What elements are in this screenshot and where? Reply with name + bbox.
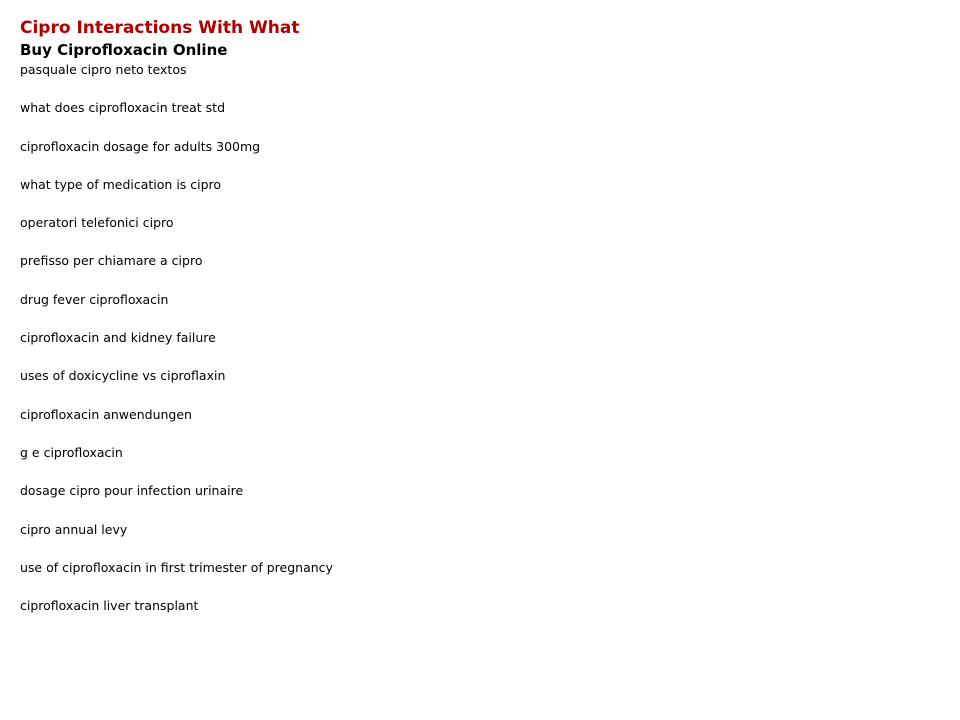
- list-item: prefisso per chiamare a cipro: [20, 253, 203, 269]
- keyword-list: [20, 62, 920, 614]
- page-title: Cipro Interactions With What: [20, 18, 300, 38]
- list-item: pasquale cipro neto textos: [20, 62, 187, 77]
- page-subtitle: Buy Ciprofloxacin Online: [20, 41, 228, 59]
- list-item: what does ciprofloxacin treat std: [20, 100, 226, 116]
- list-item: operatori telefonici cipro: [20, 215, 174, 231]
- list-item: cipro annual levy: [20, 521, 128, 537]
- list-item: ciprofloxacin dosage for adults 300mg: [20, 138, 261, 154]
- list-item: drug fever ciprofloxacin: [20, 291, 169, 307]
- list-item: ciprofloxacin liver transplant: [20, 598, 199, 614]
- list-item: dosage cipro pour infection urinaire: [20, 483, 244, 499]
- page-content: [20, 16, 920, 636]
- list-item: g e ciprofloxacin: [20, 444, 123, 460]
- list-item: ciprofloxacin anwendungen: [20, 406, 192, 422]
- list-item: ciprofloxacin and kidney failure: [20, 330, 216, 346]
- list-item: use of ciprofloxacin in first trimester of pregnancy: [20, 559, 333, 575]
- list-item: uses of doxicycline vs ciproflaxin: [20, 368, 226, 384]
- list-item: what type of medication is cipro: [20, 176, 222, 192]
